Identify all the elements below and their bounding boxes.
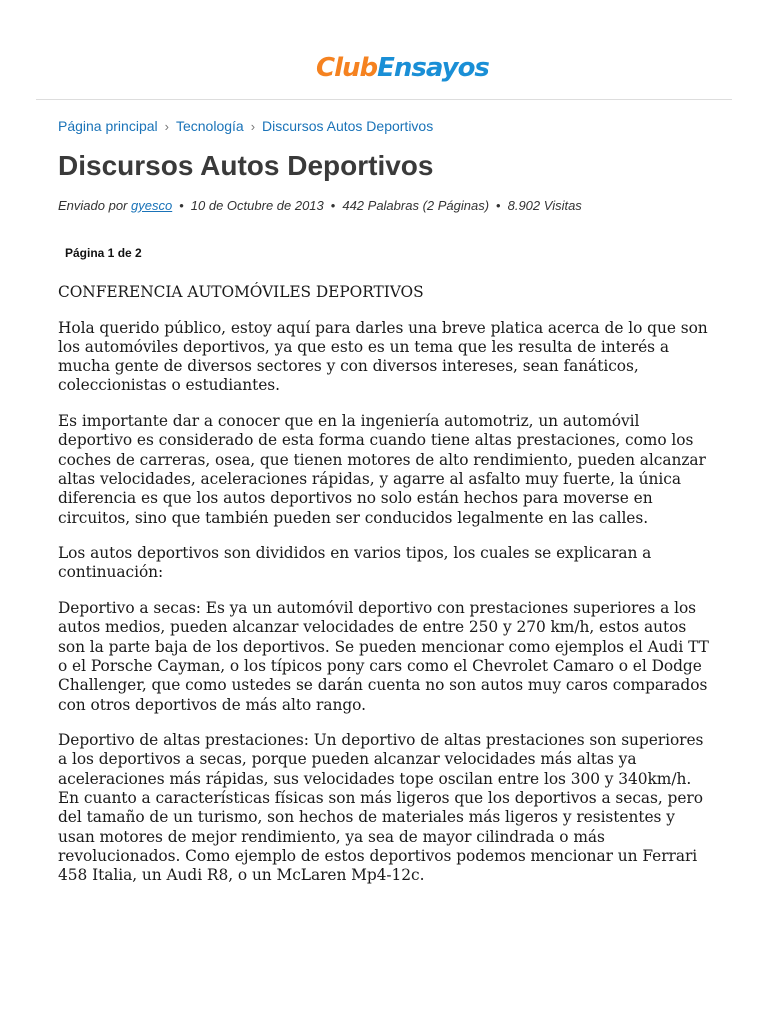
breadcrumb-category-link[interactable]: Tecnología [175, 118, 244, 134]
word-count: 442 Palabras (2 Páginas) [342, 198, 490, 213]
document-paragraph: Los autos deportivos son divididos en varios tipos, los cuales se explicaran a continuación: [58, 544, 652, 582]
publish-date: 10 de Octubre de 2013 [190, 198, 324, 213]
author-link[interactable]: gyesco [131, 198, 173, 213]
breadcrumb-current-link[interactable]: Discursos Autos Deportivos [262, 118, 434, 134]
logo-ensayos-text: Ensayos [377, 53, 489, 83]
page-indicator: Página 1 de 2 [65, 246, 142, 260]
breadcrumb [58, 116, 433, 137]
document-paragraph: Es importante dar a conocer que en la ingeniería automotriz, un automóvil deportivo es considerado de esta forma cuando tiene altas prestaciones, como los coches de carreras, osea, que tienen motores de alto rendimiento, pueden alcanzar altas velocidades, aceleraciones rápidas, y agarre al asfalto muy fuerte, la única diferencia es que los autos deportivos no solo están hechos para moverse en circuitos, sino que también pueden ser conducidos legalmente en las calles. [58, 412, 706, 527]
sent-by-label: Enviado por [58, 198, 128, 213]
page-title: Discursos Autos Deportivos [58, 150, 434, 181]
site-header [0, 0, 768, 100]
document-paragraph: Deportivo de altas prestaciones: Un deportivo de altas prestaciones son superiores a los deportivos a secas, porque pueden alcanzar velocidades más altas ya aceleraciones más rápidas, sus velocidades tope oscilan entre los 300 y 340km/h. En cuanto a características físicas son más ligeros que los deportivos a secas, pero del tamaño de un turismo, son hechos de materiales más ligeros y resistentes y usan motores de mejor rendimiento, ya sea de mayor cilindrada o más revolucionados. Como ejemplo de estos deportivos podemos mencionar un Ferrari 458 Italia, un Audi R8, o un McLaren Mp4-12c. [58, 731, 704, 885]
header-divider [36, 99, 732, 100]
breadcrumb-home-link[interactable]: Página principal [58, 118, 158, 134]
visit-count: 8.902 Visitas [507, 198, 582, 213]
document-paragraph: Deportivo a secas: Es ya un automóvil deportivo con prestaciones superiores a los autos medios, pueden alcanzar velocidades de entre 250 y 270 km/h, estos autos son la parte baja de los deportivos. Se pueden mencionar como ejemplos el Audi TT o el Porsche Cayman, o los típicos pony cars como el Chevrolet Camaro o el Dodge Challenger, que como ustedes se darán cuenta no son autos muy caros comparados con otros deportivos de más alto rango. [58, 599, 709, 714]
meta-separator: • [330, 198, 336, 213]
site-logo[interactable] [316, 48, 489, 88]
logo-club-text: Club [316, 53, 378, 83]
article-meta [58, 197, 582, 215]
document-body [58, 283, 714, 902]
breadcrumb-chevron-icon: › [164, 119, 169, 134]
breadcrumb-chevron-icon: › [250, 119, 256, 134]
document-heading: CONFERENCIA AUTOMÓVILES DEPORTIVOS [58, 283, 424, 301]
meta-separator: • [179, 198, 184, 213]
meta-separator: • [496, 198, 501, 213]
document-paragraph: Hola querido público, estoy aquí para darles una breve platica acerca de lo que son los automóviles deportivos, ya que esto es un tema que les resulta de interés a mucha gente de diversos sectores y con diversos intereses, sean fanáticos, coleccionistas o estudiantes. [58, 318, 708, 395]
